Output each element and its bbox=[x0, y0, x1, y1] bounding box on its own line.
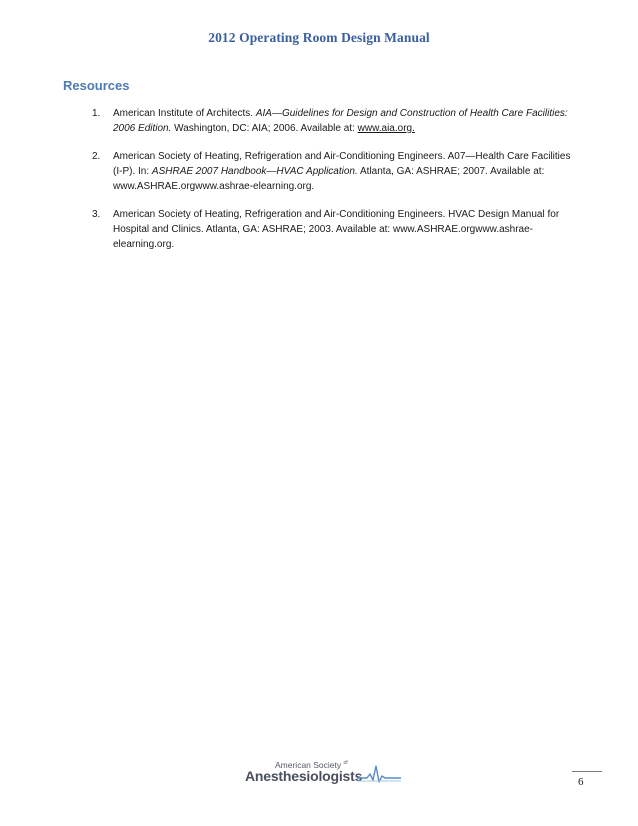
reference-text: American Society of Heating, Refrigeration and Air-Conditioning Engineers. A07—Health Care Facilities (I-P). In: bbox=[113, 151, 571, 177]
logo-of-text: of bbox=[343, 760, 348, 766]
page-header-title: 2012 Operating Room Design Manual bbox=[208, 30, 430, 45]
reference-title-italic: AIA—Guidelines for Design and Construction of Health Care Facilities: 2006 Edition. bbox=[113, 108, 568, 134]
reference-text: American Society of Heating, Refrigeration and Air-Conditioning Engineers. HVAC Design Manual for Hospital and Clinics. Atlanta, GA: ASHRAE; 2003. Available at: www.ASHRAE.orgwww.ashrae-elearning.org. bbox=[113, 209, 560, 250]
reference-text-after: Washington, DC: AIA; 2006. Available at: bbox=[171, 123, 358, 134]
reference-list bbox=[92, 106, 572, 265]
reference-text-after: Atlanta, GA: ASHRAE; 2007. Available at: www.ASHRAE.orgwww.ashrae-elearning.org. bbox=[113, 166, 545, 192]
ekg-heartbeat-icon bbox=[357, 762, 401, 786]
reference-item-2 bbox=[92, 149, 572, 194]
reference-item-1 bbox=[92, 106, 572, 136]
page-number-rule bbox=[572, 771, 602, 772]
section-title-resources: Resources bbox=[63, 78, 130, 93]
asa-logo bbox=[245, 760, 405, 790]
reference-number: 3. bbox=[92, 209, 101, 220]
reference-title-italic: ASHRAE 2007 Handbook—HVAC Application. bbox=[151, 166, 358, 177]
logo-line-2: Anesthesiologists bbox=[245, 768, 363, 784]
reference-number: 2. bbox=[92, 151, 101, 162]
logo-line-1-text: American Society bbox=[275, 760, 342, 770]
reference-item-3 bbox=[92, 207, 572, 252]
reference-number: 1. bbox=[92, 108, 101, 119]
reference-text: American Institute of Architects. bbox=[113, 108, 256, 119]
reference-link-aia[interactable]: www.aia.org. bbox=[357, 123, 415, 134]
page-number: 6 bbox=[578, 776, 584, 788]
